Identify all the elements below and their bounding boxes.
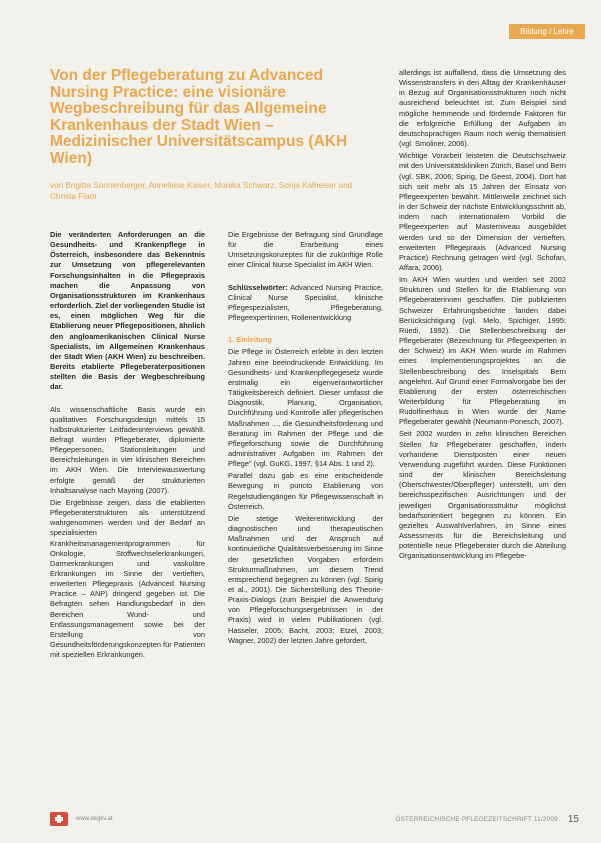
section-heading: 1. Einleitung [228,335,272,345]
column-1 [50,230,205,662]
page-footer [50,808,579,830]
abstract: Die veränderten Anforderungen an die Gesundheits- und Krankenpflege in Österreich, insbesondere das Bekenntnis zur Umsetzung von pflegerelevanten Forschungsinhalten in die Pflegepraxis machen die Anpassung von Organisationsstrukturen im Krankenhaus erforderlich. Ziel der vorliegenden Studie ist es, einen möglichen Weg für die Etablierung neuer Pflegepositionen, ähnlich den angloamerikanischen Clinical Nurse Specialists, im Allgemeinen Krankenhaus der Stadt Wien (AKH Wien) zu beschreiben. Bereits etablierte Pflegeberaterpositionen stellten die Basis der Wegbeschreibung dar. [50,230,205,392]
section-tag: Bildung / Lehre [509,24,585,39]
page-number: 15 [567,813,579,825]
keywords [228,283,383,324]
paragraph: Im AKH Wien wurden und werden seit 2002 Strukturen und Stellen für die Etablierung von Pflegeberaterinnen geschaffen. Die publizierten Schweizer Erfahrungsberichte fanden dabei Berücksichtigung (vgl. Melo, Spichiger, 1995; Rüedi, 1992). Die Stellenbeschreibung der Pflegeberater (Bezeichnung für Pflegeexperten in der Schweiz) im AKH Wien wurde im Rahmen eines Implementierungsprojektes an die Stellenbeschreibung des Inselspitals Bern angelehnt. Auf Grund einer Formalvorgabe bei der Etablierung der ersten österreichischen Weiterbildung für Pflegeberatung im Rudolfinerhaus in Wien wurde der Name Pflegeberater gewählt (Neumann-Ponesch, 2007). [399,275,566,427]
paragraph: Seit 2002 wurden in zehn klinischen Bereichen Stellen für Pflegeberater geschaffen, indem vorhandene Dienstposten einer neuen Verwendung zugeführt wurden. Diese Funktionen sind der klinischen Bereichsleitung (Oberschwester/Oberpfleger) unterstellt, um den bereichsspezifischen Ausrichtungen und der jeweiligen Organisationsstruktur möglichst bedarfsorientiert begegnen zu können. Ein gezieltes Auswahlverfahren, im Sinne eines Assessments für die Bereichsleitung und potentielle neue Pflegeberater durch die Abteilung Organisationsentwicklung im Pflegebe- [399,429,566,561]
paragraph: Die Ergebnisse der Befragung sind Grundlage für die Erarbeitung eines Umsetzungskonzeptes für die zukünftige Rolle einer Clinical Nurse Specialist im AKH Wien. [228,230,383,270]
paragraph: Die stetige Weiterentwicklung der diagnostischen und therapeutischen Maßnahmen und der Anspruch auf kontinuierliche Qualitätsverbesserung im Sinne der gesetzlichen Vorgaben erfordern Strukturmaßnahmen, um diesem Trend entsprechend begegnen zu können (vgl. Spirig et al., 2001). Die Sicherstellung des Theorie-Praxis-Dialogs (zum Beispiel die Anwendung von Pflegeforschungsergebnissen in der Praxis) wird in vielen Publikationen (vgl. Hasseler, 2005; Bacht, 2003; Etzel, 2003; Wagner, 2002) der letzten Jahre gefordert, [228,513,383,645]
paragraph: Die Ergebnisse zeigen, dass die etablierten Pflegeberaterstrukturen als unterstützend wahrgenommen werden und der Bedarf an spezialisierten Krankheitsmanagementprogrammen für Onkologie, Stoffwechselerkrankungen, Darmerkrankungen und vaskuläre Erkrankungen im Sinne der vertieften, erweiterten Pflegepraxis (Advanced Nursing Practice – ANP) dringend gegeben ist. Die Befragten sehen Handlungsbedarf in den Bereichen Wund- und Entlassungsmanagement sowie bei der Erstellung von Gesundheitsförderungskonzepten für Patienten mit speziellen Erkrankungen. [50,497,205,660]
article-title: Von der Pflegeberatung zu Advanced Nursing Practice: eine visionäre Wegbeschreibung für das Allgemeine Krankenhaus der Stadt Wien – Medizinischer Universitätscampus (AKH Wien) [50,67,348,167]
red-cross-logo-icon [50,812,68,826]
keywords-text: Advanced Nursing Practice, Clinical Nurse Specialist, klinische Pflegespezialisten, Pflegeberatung, Pflegeexpertinnen, Rollenentwicklung [228,282,383,323]
paragraph: Wichtige Vorarbeit leisteten die Deutschschweiz mit den Universitätskliniken Zürich, Basel und Bern (vgl. SBK, 2006; Spirig, De Geest, 2004). Dort hat sich seit mehr als 15 Jahren der Einsatz von Pflegeexperten bewährt. Mittlerweile zeichnet sich in der Schweiz der nächste Entwicklungsschritt ab, indem nach internationalem Vorbild die Pflegeexperten auf Masterniveau ausgebildet werden und so der Dimension der vertieften, erweiterten Pflegepraxis (Advanced Nursing Practice) Rechnung getragen wird (vgl. Schofan, Affara, 2006). [399,151,566,272]
footer-journal: ÖSTERREICHISCHE PFLEGEZEITSCHRIFT 11/2009 [395,815,558,823]
paragraph: allerdings ist auffallend, dass die Umsetzung des Wissenstransfers in den Alltag der Krankenhäuser in Bezug auf Organisationsstrukturen noch nicht ausreichend beleuchtet ist. Zum Beispiel sind mögliche hemmende und fördernde Faktoren für die erfolgreiche Erfüllung der Aufgaben im deutschsprachigen Raum noch wenig thematisiert (vgl. Smoliner, 2006). [399,68,566,149]
article-authors: von Brigitte Sonnenberger, Anneliese Kaiser, Monika Schwarz, Sonja Kalheiser und Christa Flam [50,181,353,201]
column-2 [228,230,383,648]
paragraph: Als wissenschaftliche Basis wurde ein qualitatives Forschungsdesign mittels 15 halbstrukturierter Leitfadeninterviews gewählt. Befragt wurden Pflegeberater, diplomierte Pflegepersonen, Stationsleitungen und Bereichsleitungen in vier klinischen Bereichen im AKH Wien. Die Interviewauswertung erfolgte gemäß der strukturierten Inhaltsanalyse nach Mayring (2007). [50,404,205,495]
footer-website: www.oegkv.at [76,816,113,822]
column-3 [399,68,566,564]
paragraph: Die Pflege in Österreich erlebte in den letzten Jahren eine beeindruckende Entwicklung. Im Gesundheits- und Krankenpflegegesetz wurde erstmalig ein eigenverantwortlicher Tätigkeitsbereich definiert. Dieser umfasst die Diagnostik, Planung, Organisation, Durchführung und Kontrolle aller pflegerischen Maßnahmen ..., die Gesundheitsförderung und Beratung im Rahmen der Pflege und die Pflegeforschung sowie die Durchführung administrativer Aufgaben im Rahmen der Pflege" (vgl. GuKG, 1997, §14 Abs. 1 und 2). [228,347,383,469]
keywords-label: Schlüsselwörter: [228,282,288,292]
paragraph: Parallel dazu gab es eine entscheidende Bewegung in puncto Etablierung von Regelstudiengängen für Pflegewissenschaft in Österreich. [228,471,383,511]
